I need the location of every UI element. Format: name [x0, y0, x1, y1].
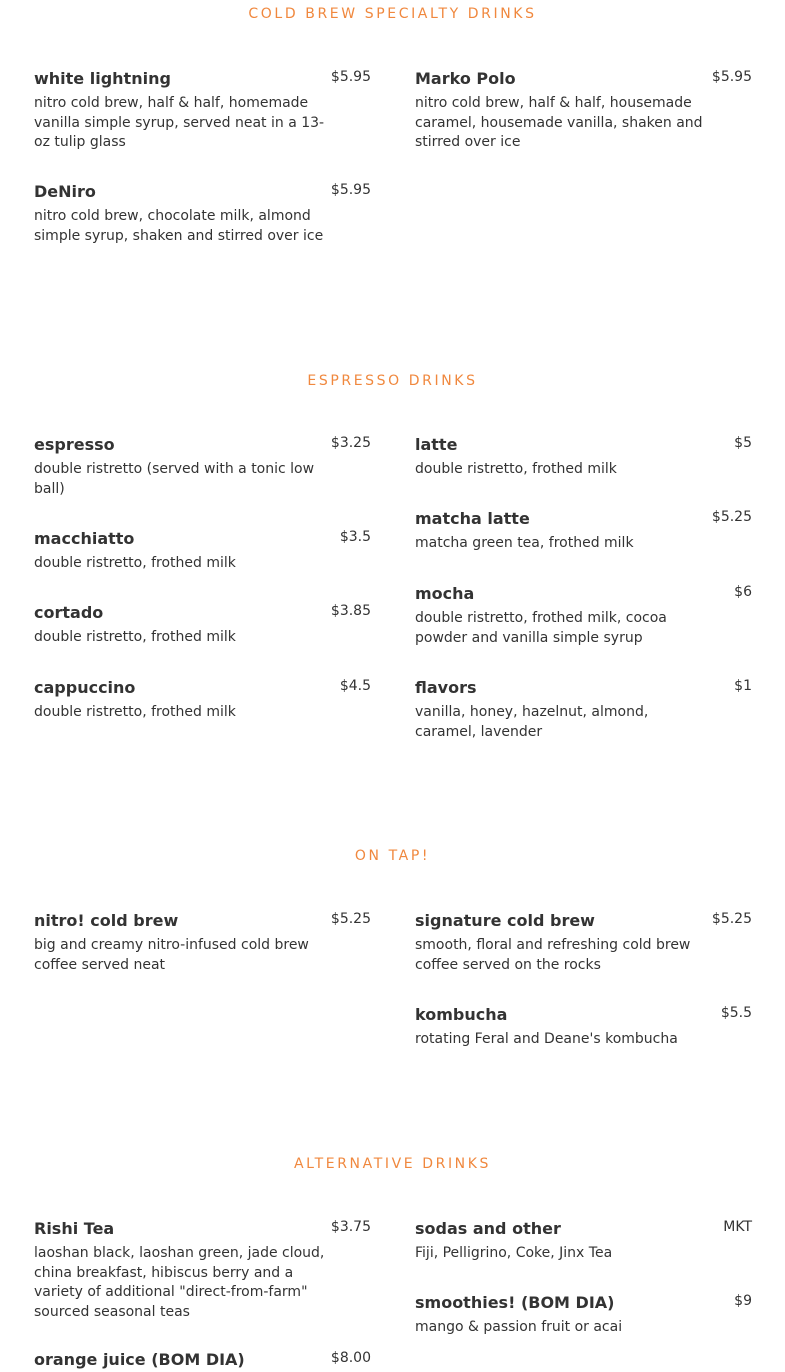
item-name: flavors — [415, 678, 477, 697]
item-description: rotating Feral and Deane's kombucha — [415, 1031, 678, 1047]
item-price: $5.25 — [330, 911, 371, 927]
section-title-espresso: ESPRESSO DRINKS — [307, 373, 478, 389]
item-description: double ristretto, frothed milk — [34, 555, 236, 571]
menu-item-mocha — [415, 584, 752, 648]
menu-item-flavors — [415, 678, 752, 742]
menu-item-smoothies — [415, 1293, 752, 1338]
item-name: espresso — [34, 435, 115, 454]
item-price: $5.95 — [330, 182, 371, 198]
item-description: smooth, floral and refreshing cold brew coffee served on the rocks — [415, 937, 691, 973]
item-price: $3.85 — [330, 603, 371, 619]
item-name: orange juice (BOM DIA) — [34, 1350, 245, 1369]
menu-item-rishi-tea — [34, 1219, 371, 1322]
item-name: signature cold brew — [415, 911, 595, 930]
item-price: MKT — [723, 1219, 752, 1235]
item-description: mango & passion fruit or acai — [415, 1319, 623, 1335]
item-price: $5 — [734, 435, 752, 451]
menu-item-cappuccino — [34, 678, 371, 723]
menu-item-deniro — [34, 182, 371, 246]
item-name: cappuccino — [34, 678, 136, 697]
item-name: latte — [415, 435, 458, 454]
item-description: vanilla, honey, hazelnut, almond, caramel, lavender — [415, 704, 649, 740]
item-name: mocha — [415, 584, 475, 603]
item-description: nitro cold brew, half & half, housemade caramel, housemade vanilla, shaken and stirred over ice — [415, 95, 703, 150]
item-name: DeNiro — [34, 182, 96, 201]
item-name: white lightning — [34, 69, 171, 88]
item-price: $4.5 — [339, 678, 371, 694]
menu-item-orange-juice — [34, 1350, 371, 1372]
item-description: Fiji, Pelligrino, Coke, Jinx Tea — [415, 1245, 613, 1261]
section-title-on-tap: ON TAP! — [354, 848, 431, 864]
menu-item-signature-cold-brew — [415, 911, 752, 975]
item-price: $5.95 — [330, 69, 371, 85]
menu-item-nitro-cold-brew — [34, 911, 371, 975]
item-price: $6 — [734, 584, 752, 600]
item-name: Marko Polo — [415, 69, 516, 88]
item-price: $3.5 — [339, 529, 371, 545]
section-title-cold-brew: COLD BREW SPECIALTY DRINKS — [248, 6, 537, 22]
item-name: nitro! cold brew — [34, 911, 179, 930]
item-description: big and creamy nitro-infused cold brew coffee served neat — [34, 937, 309, 973]
menu-item-macchiatto — [34, 529, 371, 574]
item-description: double ristretto (served with a tonic low ball) — [34, 461, 315, 497]
item-description: double ristretto, frothed milk — [415, 461, 617, 477]
item-price: $5.25 — [711, 509, 752, 525]
item-price: $8.00 — [330, 1350, 371, 1366]
item-description: double ristretto, frothed milk — [34, 704, 236, 720]
item-price: $3.75 — [330, 1219, 371, 1235]
item-price: $5.25 — [711, 911, 752, 927]
menu-item-latte — [415, 435, 752, 480]
menu-item-matcha-latte — [415, 509, 752, 554]
menu-item-sodas-and-other — [415, 1219, 752, 1264]
item-description: double ristretto, frothed milk — [34, 629, 236, 645]
menu-item-kombucha — [415, 1005, 752, 1050]
section-title-alternative: ALTERNATIVE DRINKS — [293, 1156, 492, 1172]
item-price: $1 — [734, 678, 752, 694]
item-price: $5.95 — [711, 69, 752, 85]
item-name: kombucha — [415, 1005, 508, 1024]
menu-item-marko-polo — [415, 69, 752, 153]
menu-item-white-lightning — [34, 69, 371, 153]
item-name: smoothies! (BOM DIA) — [415, 1293, 615, 1312]
item-price: $3.25 — [330, 435, 371, 451]
item-description: matcha green tea, frothed milk — [415, 535, 634, 551]
item-name: sodas and other — [415, 1219, 561, 1238]
menu-item-cortado — [34, 603, 371, 648]
item-name: matcha latte — [415, 509, 530, 528]
item-name: Rishi Tea — [34, 1219, 115, 1238]
item-description: double ristretto, frothed milk, cocoa powder and vanilla simple syrup — [415, 610, 667, 646]
item-name: macchiatto — [34, 529, 135, 548]
item-description: nitro cold brew, chocolate milk, almond simple syrup, shaken and stirred over ice — [34, 208, 324, 244]
menu-item-espresso — [34, 435, 371, 499]
item-price: $5.5 — [720, 1005, 752, 1021]
item-description: laoshan black, laoshan green, jade cloud, china breakfast, hibiscus berry and a variety of additional "direct-from-farm" sourced seasonal teas — [34, 1245, 325, 1320]
item-description: nitro cold brew, half & half, homemade vanilla simple syrup, served neat in a 13-oz tulip glass — [34, 95, 325, 150]
item-name: cortado — [34, 603, 104, 622]
item-price: $9 — [734, 1293, 752, 1309]
